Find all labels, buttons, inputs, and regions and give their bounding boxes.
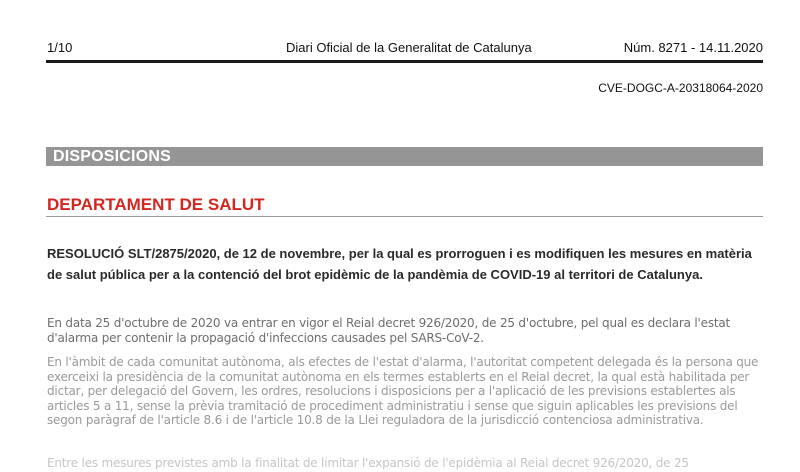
department-title: DEPARTAMENT DE SALUT <box>47 195 265 214</box>
body-paragraph: Entre les mesures previstes amb la finalitat de limitar l'expansió de l'epidèmia al Reial decret 926/2020, de 25 <box>47 456 689 470</box>
section-bar <box>46 147 763 166</box>
publication-title: Diari Oficial de la Generalitat de Catalunya <box>286 40 532 55</box>
running-header <box>47 39 763 57</box>
section-title: DISPOSICIONS <box>53 148 171 165</box>
cve-code: CVE-DOGC-A-20318064-2020 <box>598 81 763 95</box>
body-paragraph: En l'àmbit de cada comunitat autònoma, als efectes de l'estat d'alarma, l'autoritat competent delegada és la persona que exerceixi la presidència de la comunitat autònoma en els termes establerts en el Reial decret, la qual està habilitada per dictar, per delegació del Govern, les ordres, resolucions i disposicions per a l'aplicació de les previsions establertes als articles 5 a 11, sense la prèvia tramitació de procediment administratiu i sense que siguin aplicables les previsions del segon paràgraf de l'article 8.6 i de l'article 10.8 de la Llei reguladora de la jurisdicció contenciosa administrativa. <box>47 355 759 427</box>
body-paragraph: En data 25 d'octubre de 2020 va entrar en vigor el Reial decret 926/2020, de 25 d'octubre, pel qual es declara l'estat d'alarma per contenir la propagació d'infeccions causades pel SARS-CoV-2. <box>47 316 731 345</box>
resolution-title: RESOLUCIÓ SLT/2875/2020, de 12 de novembre, per la qual es prorroguen i es modifiquen les mesures en matèria de salut pública per a la contenció del brot epidèmic de la pandèmia de COVID-19 al territori de Catalunya. <box>47 246 752 282</box>
page-number: 1/10 <box>47 40 73 55</box>
header-divider <box>46 60 763 63</box>
issue-number-date: Núm. 8271 - 14.11.2020 <box>623 40 763 55</box>
department-divider <box>46 216 763 217</box>
